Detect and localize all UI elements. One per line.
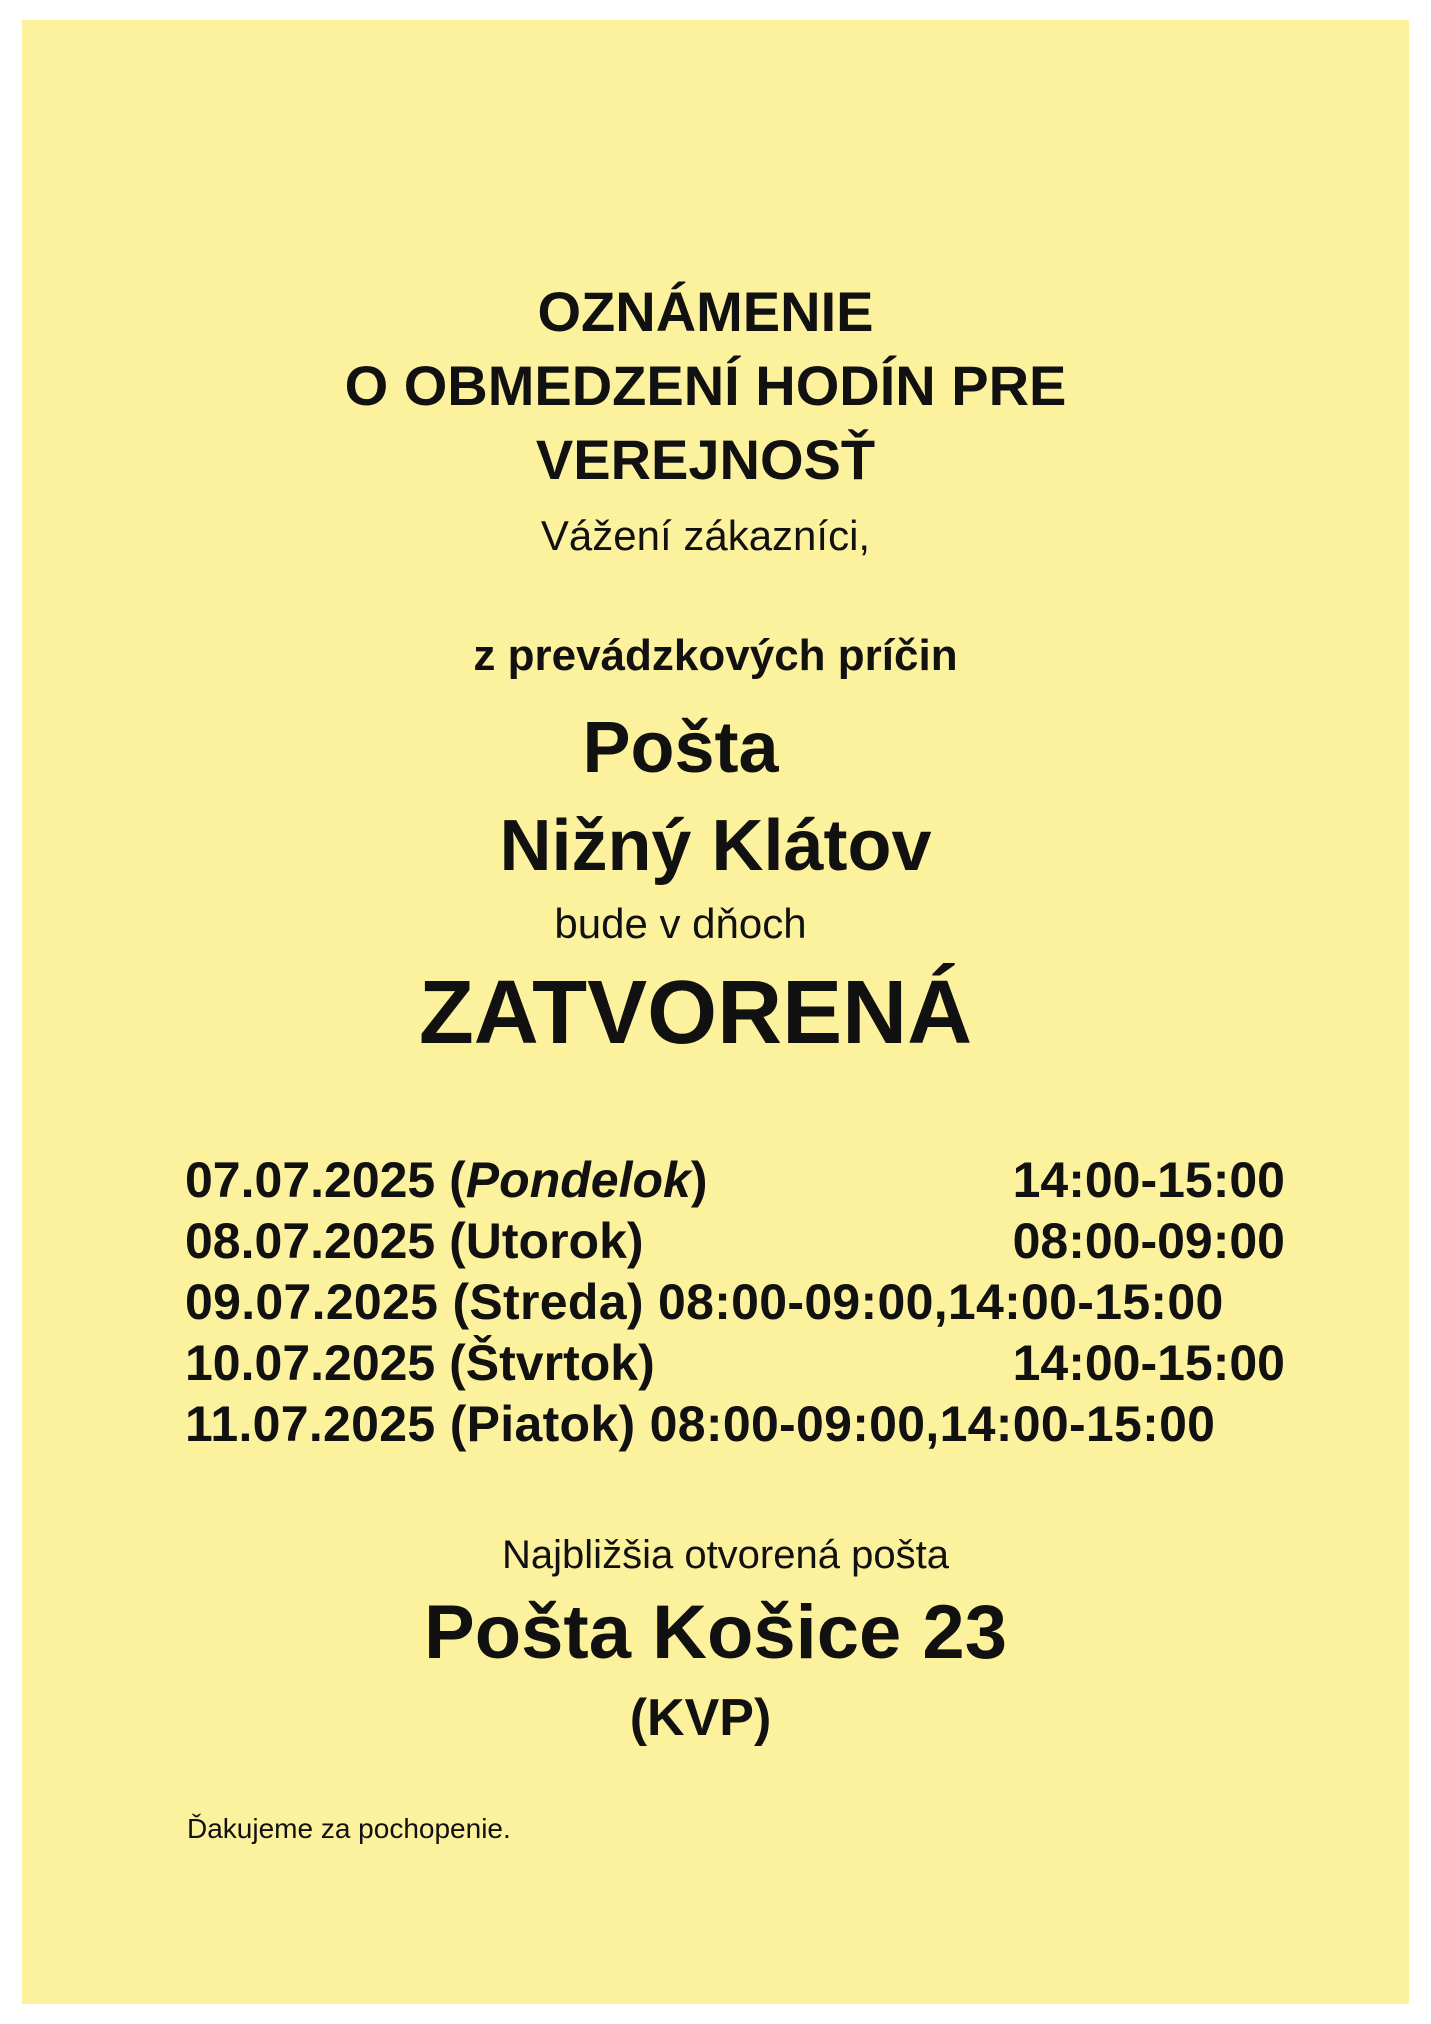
schedule-date-day: 07.07.2025 (Pondelok) bbox=[185, 1152, 708, 1208]
schedule-row bbox=[185, 1272, 1285, 1333]
schedule-date-day: 11.07.2025 (Piatok) 08:00-09:00,14:00-15:00 bbox=[185, 1396, 1216, 1452]
nearest-label: Najbližšia otvorená pošta bbox=[502, 1533, 949, 1577]
schedule-day: Utorok bbox=[465, 1213, 627, 1269]
schedule-date-day: 08.07.2025 (Utorok) bbox=[185, 1213, 644, 1269]
town-name: Nižný Klátov bbox=[499, 806, 932, 886]
schedule-hours: 14:00-15:00 bbox=[1012, 1152, 1285, 1208]
schedule-row bbox=[185, 1211, 1285, 1272]
schedule-hours: 08:00-09:00 bbox=[1012, 1213, 1285, 1269]
schedule-date-day: 10.07.2025 (Štvrtok) bbox=[185, 1335, 655, 1391]
thanks-text: Ďakujeme za pochopenie. bbox=[187, 1813, 511, 1844]
days-text: bude v dňoch bbox=[554, 900, 807, 947]
schedule-row bbox=[185, 1394, 1285, 1455]
title-line-1: OZNÁMENIE bbox=[537, 280, 874, 343]
schedule-date-day: 09.07.2025 (Streda) 08:00-09:00,14:00-15:00 bbox=[185, 1274, 1224, 1330]
schedule-date: 08.07.2025 bbox=[185, 1213, 436, 1269]
nearest-area: (KVP) bbox=[629, 1689, 772, 1747]
schedule-row bbox=[185, 1150, 1285, 1211]
schedule-date: 07.07.2025 bbox=[185, 1152, 436, 1208]
closure-schedule bbox=[185, 1150, 1285, 1455]
schedule-hours: 14:00-15:00 bbox=[1012, 1335, 1285, 1391]
schedule-day: Štvrtok bbox=[465, 1335, 639, 1391]
closed-heading: ZATVORENÁ bbox=[418, 963, 973, 1063]
notice-sheet bbox=[22, 20, 1409, 2004]
nearest-office: Pošta Košice 23 bbox=[424, 1590, 1007, 1675]
schedule-date: 09.07.2025 bbox=[185, 1274, 439, 1330]
schedule-date: 11.07.2025 bbox=[185, 1396, 436, 1452]
reason-text: z prevádzkových príčin bbox=[473, 631, 958, 680]
greeting: Vážení zákazníci, bbox=[540, 512, 871, 559]
schedule-hours: 08:00-09:00,14:00-15:00 bbox=[649, 1396, 1216, 1452]
schedule-day: Piatok bbox=[466, 1396, 619, 1452]
title-line-3: VEREJNOSŤ bbox=[535, 428, 876, 491]
schedule-date: 10.07.2025 bbox=[185, 1335, 436, 1391]
schedule-hours: 08:00-09:00,14:00-15:00 bbox=[657, 1274, 1224, 1330]
schedule-day: Pondelok bbox=[465, 1152, 691, 1208]
schedule-day: Streda bbox=[469, 1274, 627, 1330]
title-line-2: O OBMEDZENÍ HODÍN PRE bbox=[344, 354, 1067, 417]
schedule-row bbox=[185, 1333, 1285, 1394]
post-label: Pošta bbox=[582, 708, 779, 788]
